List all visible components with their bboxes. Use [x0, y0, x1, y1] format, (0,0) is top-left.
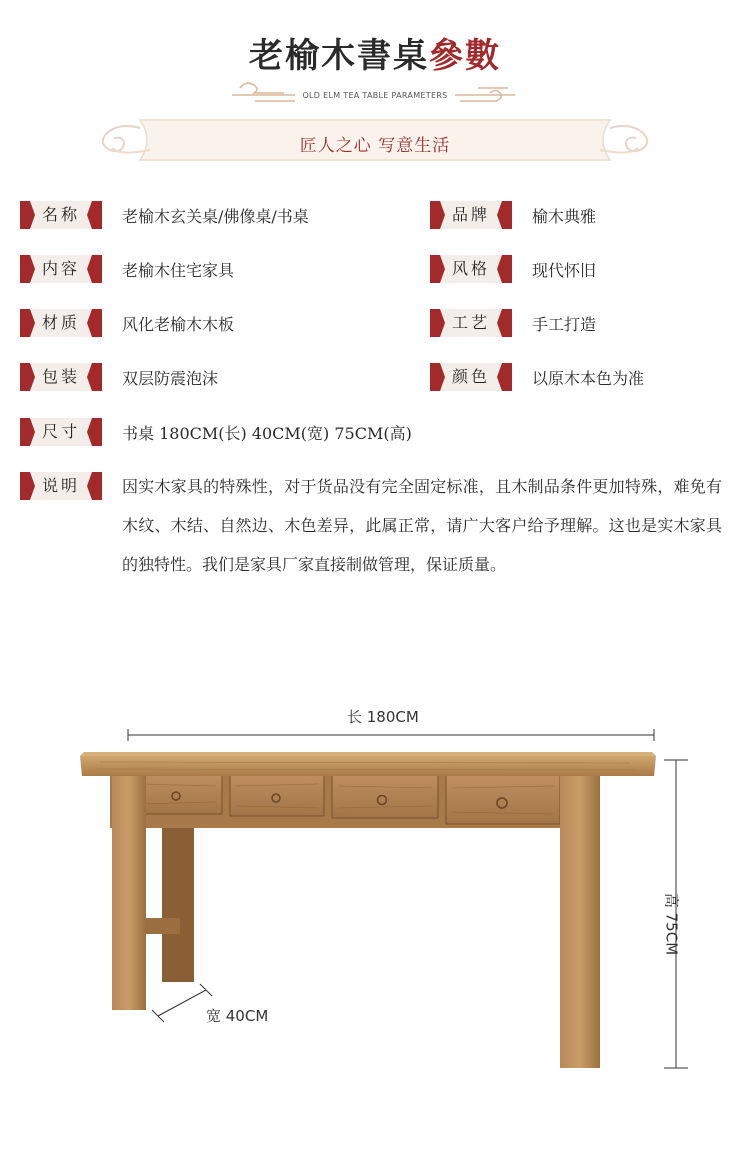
- tag-label: 品牌: [451, 205, 490, 224]
- param-value: 以原木本色为准: [532, 368, 645, 388]
- tag-label: 风格: [451, 259, 490, 278]
- tag-label: 说明: [41, 476, 80, 495]
- note-text: 因实木家具的特殊性，对于货品没有完全固定标准，且木制品条件更加特殊，难免有木纹、木结、自然边、木色差异，此属正常，请广大客户给予理解。这也是实木家具的独特性。我们是家具厂家直接制做管理，保证质量。: [122, 477, 722, 574]
- front-right-leg: [560, 772, 600, 1068]
- back-left-leg: [162, 818, 194, 982]
- tag-label: 工艺: [451, 313, 490, 332]
- param-value: 老榆木玄关桌/佛像桌/书桌: [122, 206, 309, 226]
- param-value: 现代怀旧: [532, 260, 597, 280]
- tag-label: 包装: [41, 367, 80, 386]
- title-red: 參數: [429, 36, 501, 76]
- subtitle-en: OLD ELM TEA TABLE PARAMETERS: [302, 91, 448, 100]
- width-dimension-line: [152, 984, 212, 1022]
- height-label: 高 75CM: [662, 892, 681, 956]
- tag-label: 颜色: [451, 367, 490, 386]
- param-value: 双层防震泡沫: [122, 368, 219, 388]
- length-label: 长 180CM: [347, 708, 419, 726]
- title-main: 老榆木書桌: [249, 36, 429, 76]
- length-dimension-line: [128, 729, 654, 741]
- param-value: 书桌 180CM(长) 40CM(宽) 75CM(高): [122, 423, 412, 443]
- slogan: 匠人之心 写意生活: [299, 136, 451, 156]
- param-value: 榆木典雅: [532, 206, 597, 226]
- tabletop-edge: [80, 752, 656, 756]
- tabletop: [80, 756, 656, 776]
- width-label: 宽 40CM: [206, 1007, 269, 1025]
- tag-label: 名称: [41, 205, 80, 224]
- tag-label: 材质: [41, 313, 80, 332]
- param-value: 老榆木住宅家具: [122, 260, 235, 280]
- tag-label: 尺寸: [41, 422, 80, 441]
- param-value: 风化老榆木木板: [122, 314, 235, 334]
- param-value: 手工打造: [532, 314, 597, 334]
- tag-label: 内容: [41, 259, 80, 278]
- front-left-leg: [112, 770, 146, 1010]
